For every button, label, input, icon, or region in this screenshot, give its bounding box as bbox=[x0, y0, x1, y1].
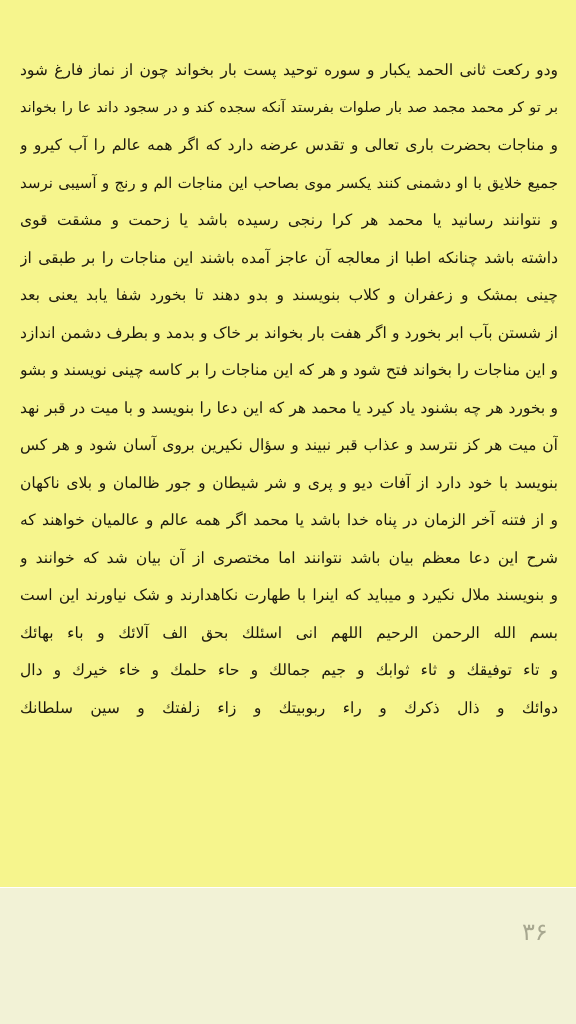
manuscript-line: و از فتنه آخر الزمان در پناه خدا باشد یا محمد اگر همه عالم و عالمیان خواهند که bbox=[20, 511, 558, 529]
manuscript-text bbox=[20, 52, 558, 862]
page-number: ۳۶ bbox=[522, 918, 548, 946]
manuscript-line: و بنویسند ملال نکیرد و میباید که اینرا با طهارت نکاهدارند و شک نیاورند این است bbox=[20, 586, 558, 604]
manuscript-line: و نتوانند رسانید یا محمد هر کرا رنجی رسیده باشد یا زحمت و مشقت قوی bbox=[20, 211, 558, 229]
manuscript-line: و این مناجات را بخواند فتح شود و هر که این مناجات را بر کاسه چینی نویسند و بشو bbox=[20, 361, 558, 379]
next-page-area bbox=[0, 888, 576, 1024]
manuscript-line: ودو رکعت ثانی الحمد یکبار و سوره توحید پست بار بخواند چون از نماز فارغ شود bbox=[20, 61, 558, 79]
manuscript-line: داشته باشد چنانکه اطبا از معالجه آن عاجز آمده باشند این مناجات را بر طبقی از bbox=[20, 248, 558, 267]
manuscript-line: جمیع خلایق با او دشمنی کنند یکسر موی بصاحب این مناجات الم و رنج و آسیبی نرسد bbox=[20, 173, 558, 192]
manuscript-line: و بخورد هر چه بشنود یاد کیرد یا محمد هر که این دعا را بنویسد و با میت در قبر نهد bbox=[20, 398, 558, 417]
manuscript-line: آن میت هر کز نترسد و عذاب قبر نبیند و سؤال نکیرین بروی آسان شود و هر کس bbox=[20, 436, 558, 454]
manuscript-line: و تاء توفیقك و ثاء ثوابك و جیم جمالك و حاء حلمك و خاء خیرك و دال bbox=[20, 661, 558, 679]
manuscript-line: شرح این دعا معظم بیان باشد نتوانند اما مختصری از آن بیان شد که خوانند و bbox=[20, 548, 558, 567]
manuscript-line: و مناجات بحضرت باری تعالی و تقدس عرضه دارد که اگر همه عالم را آب کیرو و bbox=[20, 136, 558, 154]
manuscript-line: بنویسد با خود دارد از آفات دیو و پری و شر شیطان و جور ظالمان و بلای ناکهان bbox=[20, 473, 558, 492]
manuscript-line: بسم الله الرحمن الرحیم اللهم انی اسئلك بحق الف آلائك و باء بهائك bbox=[20, 623, 558, 642]
manuscript-line: دوائك و ذال ذکرك و راء ربوبیتك و زاء زلفتك و سین سلطانك bbox=[20, 698, 558, 717]
manuscript-line: بر تو کر محمد مجمد صد بار صلوات بفرستد آنکه سجده کند و در سجود داند عا را بخواند bbox=[20, 99, 558, 116]
manuscript-line: چینی بمشک و زعفران و کلاب بنویسند و بدو دهند تا بخورد شفا یابد یعنی بعد bbox=[20, 286, 558, 304]
manuscript-line: از شستن بآب ابر بخورد و اگر هفت بار بخواند بر خاک و بدمد و بطرف دشمن اندازد bbox=[20, 323, 558, 342]
